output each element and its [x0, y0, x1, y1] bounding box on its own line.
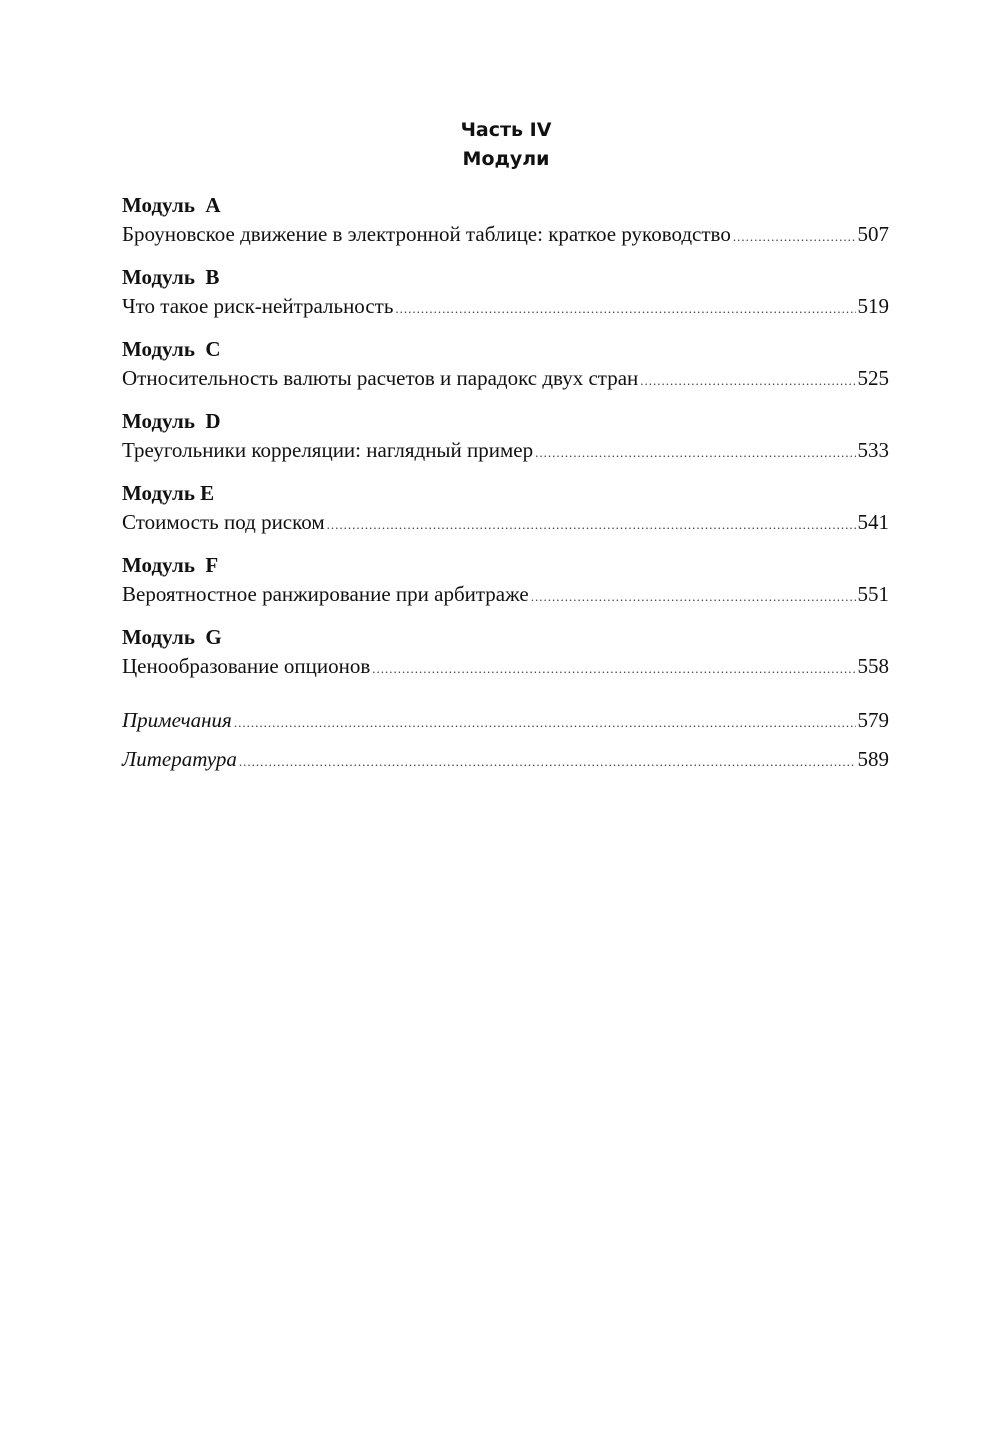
dot-leader [733, 222, 856, 252]
page-number: 558 [857, 654, 889, 678]
toc-entry-text: Вероятностное ранжирование при арбитраже [122, 582, 529, 606]
toc-entry-link[interactable] [122, 579, 889, 609]
dot-leader [372, 654, 855, 684]
part-title: Модули [462, 148, 550, 170]
module-a [122, 192, 889, 249]
dot-leader [535, 438, 855, 468]
page-number: 589 [857, 747, 889, 771]
dot-leader [640, 366, 855, 396]
page-number: 551 [857, 582, 889, 606]
module-title: Модуль F [122, 553, 219, 577]
module-title: Модуль G [122, 625, 222, 649]
module-f [122, 552, 889, 609]
page-number: 533 [857, 438, 889, 462]
toc-entry-text: Что такое риск-нейтральность [122, 294, 394, 318]
dot-leader [234, 703, 856, 742]
module-title: Модуль B [122, 265, 220, 289]
toc-entry-text: Примечания [122, 708, 232, 732]
table-of-contents [122, 192, 889, 779]
toc-entry-link[interactable] [122, 291, 889, 321]
toc-entry-notes[interactable] [122, 701, 889, 740]
toc-entry-link[interactable] [122, 507, 889, 537]
toc-entry-text: Треугольники корреляции: наглядный пример [122, 438, 534, 462]
dot-leader [531, 582, 856, 612]
backmatter-section [122, 701, 889, 779]
module-title: Модуль C [122, 337, 221, 361]
part-number: Часть IV [460, 119, 552, 141]
toc-entry-text: Броуновское движение в электронной таблице: краткое руководство [122, 222, 731, 246]
toc-entry-text: Ценообразование опционов [122, 654, 371, 678]
dot-leader [327, 510, 856, 540]
dot-leader [395, 294, 855, 324]
toc-entry-link[interactable] [122, 363, 889, 393]
page-number: 507 [857, 222, 889, 246]
module-e [122, 480, 889, 537]
module-title: Модуль A [122, 193, 221, 217]
module-g [122, 624, 889, 681]
dot-leader [239, 742, 856, 781]
page-number: 541 [857, 510, 889, 534]
module-title: Модуль E [122, 481, 215, 505]
toc-entry-link[interactable] [122, 435, 889, 465]
module-c [122, 336, 889, 393]
toc-entry-references[interactable] [122, 740, 889, 779]
toc-entry-link[interactable] [122, 219, 889, 249]
page-number: 519 [857, 294, 889, 318]
module-title: Модуль D [122, 409, 221, 433]
toc-entry-text: Относительность валюты расчетов и парадокс двух стран [122, 366, 639, 390]
module-b [122, 264, 889, 321]
part-heading [0, 116, 1000, 174]
toc-entry-text: Стоимость под риском [122, 510, 325, 534]
page-number: 579 [857, 708, 889, 732]
toc-entry-link[interactable] [122, 651, 889, 681]
toc-entry-text: Литература [122, 747, 237, 771]
module-d [122, 408, 889, 465]
page-number: 525 [857, 366, 889, 390]
